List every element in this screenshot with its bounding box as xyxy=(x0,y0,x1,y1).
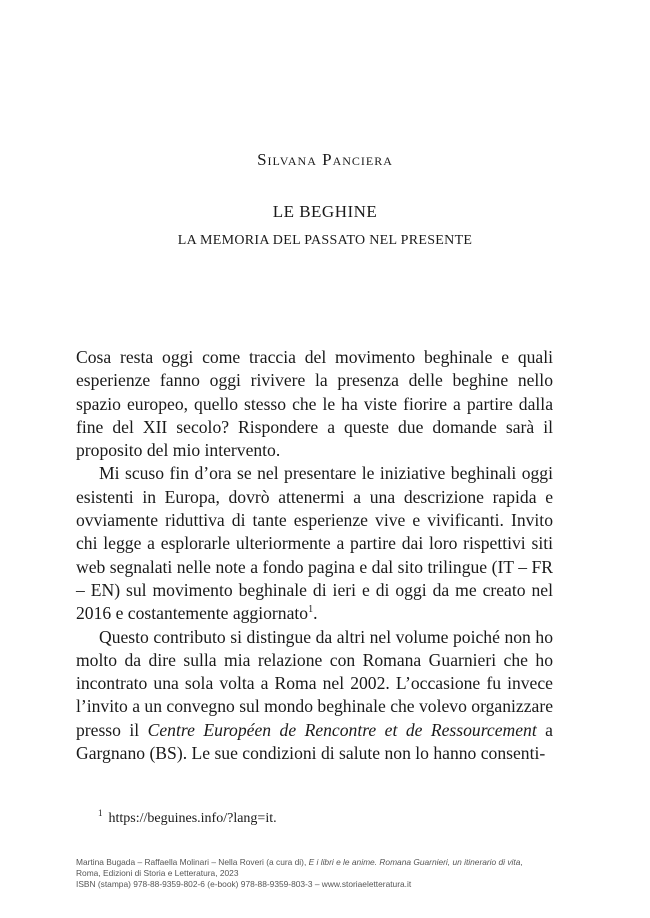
body-text xyxy=(76,346,553,765)
paragraph-1: Cosa resta oggi come traccia del movimento beghinale e quali esperienze fanno oggi rivivere la presenza delle beghine nello spazio europeo, quello stesso che le ha viste fiorire a partire dalla fine del XII secolo? Rispondere a queste due domande sarà il proposito del mio intervento. xyxy=(76,347,553,461)
colophon-editors: Martina Bugada – Raffaella Molinari – Nella Roveri (a cura di), xyxy=(76,857,309,867)
colophon-line-3: ISBN (stampa) 978-88-9359-802-6 (e-book) 978-88-9359-803-3 – www.storiaeletteratura.it xyxy=(76,879,412,890)
colophon-comma: , xyxy=(520,857,523,867)
chapter-title: LE BEGHINE xyxy=(272,202,378,221)
paragraph-2-end: . xyxy=(313,603,318,624)
footnote-number: 1 xyxy=(98,808,103,819)
paragraph-2-text: Mi scuso fin d’ora se nel presentare le iniziative beghinali oggi esistenti in Europa, dovrò attenermi a una descrizione rapida e ovviamente riduttiva di tante esperienze vive e vivificanti. Invito chi legge a esplorarle ulteriormente a partire dai loro rispettivi siti web segnalati nelle note a fondo pagina e dal sito trilingue (IT – FR – EN) sul movimento beghinale di ieri e di oggi da me creato nel 2016 e costantemente aggiornato xyxy=(76,463,553,624)
footnote-reference: 1 xyxy=(308,604,314,616)
colophon-line-2: Roma, Edizioni di Storia e Letteratura, 2023 xyxy=(76,868,239,879)
author-name: Silvana Panciera xyxy=(257,150,393,169)
colophon xyxy=(76,857,566,891)
paragraph-3-italic: Centre Européen de Rencontre et de Ressourcement xyxy=(147,719,537,740)
paragraph-3 xyxy=(76,626,553,766)
paragraph-2 xyxy=(76,462,553,625)
colophon-line-1 xyxy=(76,857,566,868)
footnote xyxy=(98,810,558,828)
colophon-book-title: E i libri e le anime. Romana Guarnieri, un itinerario di vita xyxy=(308,857,521,867)
paragraph-3-text-b: a Gargnano (BS). Le sue condizioni di salute non lo hanno consenti- xyxy=(76,719,553,764)
paragraph-3-text-a: Questo contributo si distingue da altri nel volume poiché non ho molto da dire sulla mia relazione con Romana Guarnieri che ho incontrato una sola volta a Roma nel 2002. L’occasione fu invece l’invito a un convegno sul mondo beghinale che volevo organizzare presso il xyxy=(76,626,554,740)
footnote-text: https://beguines.info/?lang=it. xyxy=(108,811,277,826)
chapter-subtitle: LA MEMORIA DEL PASSATO NEL PRESENTE xyxy=(177,233,473,248)
